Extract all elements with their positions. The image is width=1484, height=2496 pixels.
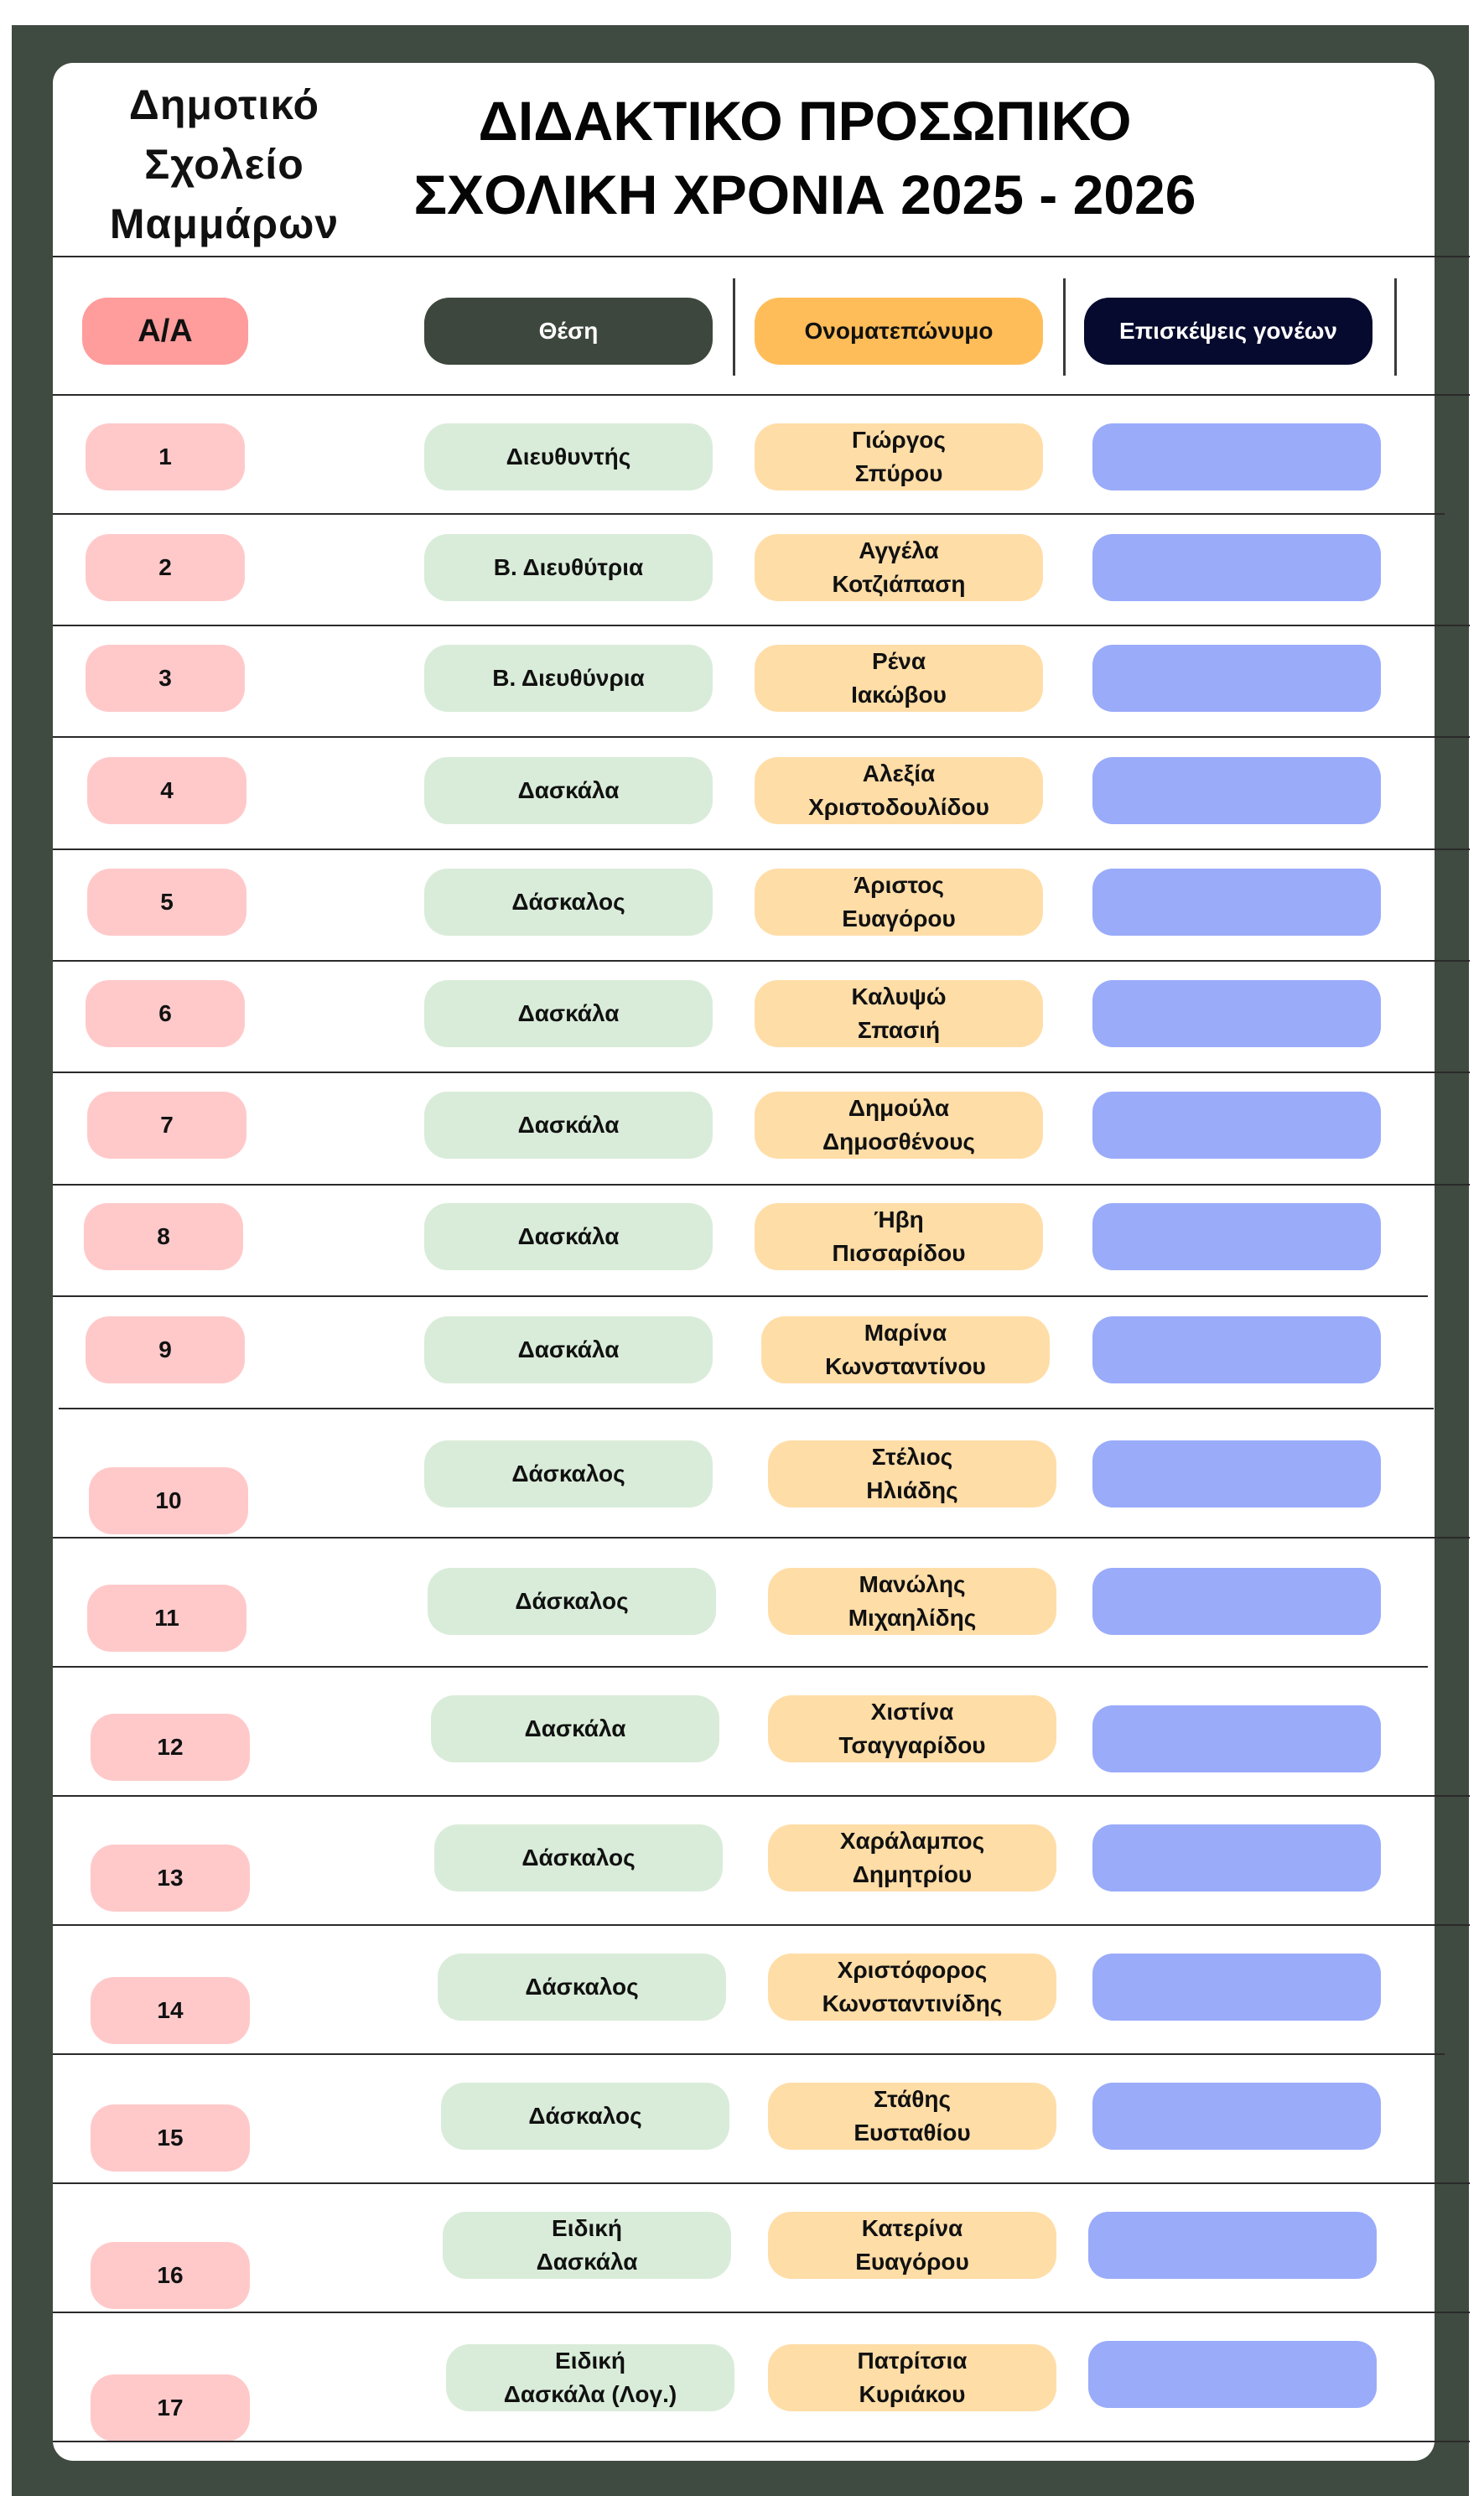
row-last-name: Σπασιή xyxy=(857,1017,941,1043)
row-visits-field[interactable] xyxy=(1092,757,1381,824)
row-last-name: Σπύρου xyxy=(854,460,943,486)
row-number-label: 17 xyxy=(157,2395,184,2421)
column-divider xyxy=(733,278,735,376)
row-first-name: Μαρίνα xyxy=(864,1320,947,1346)
row-visits-field[interactable] xyxy=(1092,534,1381,601)
row-first-name: Αλεξία xyxy=(862,760,936,786)
row-name xyxy=(755,423,1043,490)
row-first-name: Χαράλαμπος xyxy=(839,1828,985,1854)
title-line: ΔΙΔΑΚΤΙΚΟ ΠΡΟΣΩΠΙΚΟ xyxy=(478,90,1132,152)
row-position-label: Δασκάλα xyxy=(524,1715,626,1741)
divider xyxy=(59,1408,1434,1409)
row-visits-field[interactable] xyxy=(1092,1954,1381,2021)
row-first-name: Στάθης xyxy=(873,2086,952,2112)
row-name xyxy=(768,2212,1056,2279)
row-last-name: Ευαγόρου xyxy=(842,906,956,931)
row-first-name: Μανώλης xyxy=(859,1571,966,1597)
row-number xyxy=(87,1092,246,1159)
row-position-label: Δάσκαλος xyxy=(521,1845,636,1871)
row-position-label: Δάσκαλος xyxy=(511,889,625,915)
row-number-label: 7 xyxy=(160,1112,174,1138)
row-visits-field[interactable] xyxy=(1092,1705,1381,1772)
row-name xyxy=(761,1316,1050,1383)
row-visits-field[interactable] xyxy=(1088,2212,1377,2279)
row-visits-field[interactable] xyxy=(1092,1203,1381,1270)
divider xyxy=(53,256,1470,257)
row-name xyxy=(755,1092,1043,1159)
row-visits-field[interactable] xyxy=(1092,980,1381,1047)
school-name-line: Σχολείο xyxy=(144,141,304,188)
row-position xyxy=(424,645,713,712)
divider xyxy=(53,1666,1428,1668)
row-position xyxy=(438,1954,726,2021)
row-position xyxy=(424,423,713,490)
header-name xyxy=(755,298,1043,365)
row-position-label: Δάσκαλος xyxy=(528,2103,642,2129)
header-position xyxy=(424,298,713,365)
header-number xyxy=(82,298,248,365)
row-visits-field[interactable] xyxy=(1092,423,1381,490)
row-position xyxy=(441,2083,729,2150)
row-number xyxy=(86,645,245,712)
row-position xyxy=(424,757,713,824)
row-visits-field[interactable] xyxy=(1092,1568,1381,1635)
row-number xyxy=(87,869,246,936)
row-name xyxy=(768,1695,1056,1762)
row-number-label: 10 xyxy=(155,1487,182,1513)
row-position xyxy=(443,2212,731,2279)
row-number xyxy=(91,1977,250,2044)
row-position-label: Β. Διευθύνρια xyxy=(492,665,645,691)
row-number xyxy=(91,1714,250,1781)
row-position-label: Β. Διευθύτρια xyxy=(493,554,644,580)
row-number-label: 9 xyxy=(158,1336,172,1362)
row-first-name: Άριστος xyxy=(854,872,944,898)
row-number-label: 1 xyxy=(158,444,172,470)
row-number-label: 4 xyxy=(160,777,174,803)
row-first-name: Στέλιος xyxy=(871,1444,953,1470)
row-visits-field[interactable] xyxy=(1092,1824,1381,1891)
row-number-label: 12 xyxy=(157,1734,184,1760)
row-name xyxy=(755,1203,1043,1270)
row-name xyxy=(768,1824,1056,1891)
row-position-label: Ειδική xyxy=(555,2348,625,2374)
header-name-label: Ονοματεπώνυμο xyxy=(804,318,994,344)
row-name xyxy=(768,1954,1056,2021)
right-edge xyxy=(1469,0,1484,2496)
row-name xyxy=(755,757,1043,824)
school-name xyxy=(84,75,365,254)
row-name xyxy=(768,1440,1056,1507)
header-position-label: Θέση xyxy=(538,318,599,344)
row-position xyxy=(446,2344,734,2411)
divider xyxy=(53,1295,1428,1297)
page-title xyxy=(402,84,1207,231)
row-position-label: Δασκάλα xyxy=(517,777,620,803)
row-first-name: Δημούλα xyxy=(848,1095,950,1121)
divider xyxy=(53,960,1470,962)
row-name xyxy=(768,2344,1056,2411)
row-number-label: 11 xyxy=(154,1605,179,1631)
row-position-label: Δασκάλα (Λογ.) xyxy=(503,2381,677,2407)
row-position xyxy=(424,980,713,1047)
row-last-name: Δημοσθένους xyxy=(822,1129,975,1155)
row-number xyxy=(86,980,245,1047)
row-first-name: Γιώργος xyxy=(852,427,946,453)
row-name xyxy=(755,869,1043,936)
row-number xyxy=(86,1316,245,1383)
row-position xyxy=(424,534,713,601)
row-last-name: Κοτζιάπαση xyxy=(832,571,966,597)
row-number-label: 8 xyxy=(157,1223,170,1249)
row-visits-field[interactable] xyxy=(1088,2341,1377,2408)
top-edge xyxy=(0,0,1484,25)
row-position xyxy=(424,1316,713,1383)
column-divider xyxy=(1394,278,1397,376)
row-name xyxy=(768,1568,1056,1635)
row-first-name: Ήβη xyxy=(874,1206,924,1232)
row-visits-field[interactable] xyxy=(1092,1092,1381,1159)
row-number-label: 3 xyxy=(158,665,172,691)
row-first-name: Καλυψώ xyxy=(851,983,947,1009)
row-position-label: Δάσκαλος xyxy=(525,1974,639,2000)
row-visits-field[interactable] xyxy=(1092,1440,1381,1507)
row-number-label: 15 xyxy=(157,2125,184,2151)
header-visits-label: Επισκέψεις γονέων xyxy=(1119,318,1337,344)
divider xyxy=(53,1537,1470,1539)
divider xyxy=(53,1924,1470,1926)
row-position xyxy=(431,1695,719,1762)
row-position xyxy=(424,1092,713,1159)
row-position-label: Δάσκαλος xyxy=(511,1461,625,1487)
row-name xyxy=(755,980,1043,1047)
school-name-line: Μαμμάρων xyxy=(109,200,340,247)
row-name xyxy=(768,2083,1056,2150)
row-last-name: Μιχαηλίδης xyxy=(848,1605,977,1631)
row-last-name: Χριστοδουλίδου xyxy=(808,794,989,820)
row-last-name: Κυριάκου xyxy=(859,2381,966,2407)
row-position-label: Δασκάλα xyxy=(517,1336,620,1362)
row-first-name: Αγγέλα xyxy=(859,537,939,563)
row-number xyxy=(91,2242,250,2309)
column-divider xyxy=(1063,278,1066,376)
row-number-label: 6 xyxy=(158,1000,172,1026)
row-visits-field[interactable] xyxy=(1092,645,1381,712)
row-position-label: Ειδική xyxy=(552,2215,622,2241)
row-number xyxy=(86,423,245,490)
row-last-name: Ευαγόρου xyxy=(855,2249,969,2275)
divider xyxy=(53,736,1470,738)
row-position xyxy=(424,1203,713,1270)
row-last-name: Τσαγγαρίδου xyxy=(838,1732,986,1758)
row-number-label: 16 xyxy=(157,2262,184,2288)
row-position-label: Δασκάλα xyxy=(517,1000,620,1026)
row-name xyxy=(755,534,1043,601)
row-number xyxy=(86,534,245,601)
row-number xyxy=(89,1467,248,1534)
divider xyxy=(53,1795,1470,1797)
row-position xyxy=(424,869,713,936)
row-position-label: Διευθυντής xyxy=(506,444,631,470)
row-position xyxy=(424,1440,713,1507)
row-last-name: Κωνσταντινίδης xyxy=(822,1990,1003,2016)
row-first-name: Κατερίνα xyxy=(861,2215,963,2241)
row-number-label: 13 xyxy=(157,1865,184,1891)
row-number-label: 5 xyxy=(160,889,174,915)
header-number-label: Α/Α xyxy=(138,313,193,349)
row-last-name: Ηλιάδης xyxy=(866,1477,958,1503)
row-position-label: Δασκάλα xyxy=(517,1223,620,1249)
divider xyxy=(53,2182,1470,2184)
row-number xyxy=(91,1845,250,1912)
row-first-name: Χριστόφορος xyxy=(837,1957,988,1983)
row-position xyxy=(428,1568,716,1635)
row-number xyxy=(87,1585,246,1652)
divider xyxy=(53,625,1470,626)
row-visits-field[interactable] xyxy=(1092,2083,1381,2150)
row-number xyxy=(91,2374,250,2442)
row-number-label: 2 xyxy=(158,554,172,580)
row-position-label: Δασκάλα xyxy=(536,2249,638,2275)
row-visits-field[interactable] xyxy=(1092,869,1381,936)
row-number xyxy=(91,2104,250,2172)
row-first-name: Ρένα xyxy=(871,648,926,674)
row-last-name: Πισσαρίδου xyxy=(832,1240,966,1266)
divider xyxy=(53,394,1470,396)
row-number-label: 14 xyxy=(157,1997,184,2023)
left-edge xyxy=(0,0,12,2496)
divider xyxy=(53,1072,1470,1073)
school-name-line: Δημοτικό xyxy=(128,81,320,128)
row-first-name: Χιστίνα xyxy=(870,1699,954,1725)
title-line: ΣΧΟΛΙΚΗ ΧΡΟΝΙΑ 2025 - 2026 xyxy=(413,163,1196,226)
divider xyxy=(53,2441,1470,2442)
row-last-name: Κωνσταντίνου xyxy=(825,1353,986,1379)
divider xyxy=(53,1184,1470,1186)
row-last-name: Δημητρίου xyxy=(852,1861,973,1887)
divider xyxy=(53,848,1470,850)
header-visits xyxy=(1084,298,1372,365)
divider xyxy=(53,2312,1470,2313)
divider xyxy=(53,513,1445,515)
row-visits-field[interactable] xyxy=(1092,1316,1381,1383)
row-last-name: Ευσταθίου xyxy=(854,2120,971,2146)
row-position-label: Δασκάλα xyxy=(517,1112,620,1138)
row-position xyxy=(434,1824,723,1891)
row-name xyxy=(755,645,1043,712)
row-number xyxy=(84,1203,243,1270)
row-first-name: Πατρίτσια xyxy=(857,2348,968,2374)
row-last-name: Ιακώβου xyxy=(851,682,947,708)
divider xyxy=(53,2053,1445,2055)
row-number xyxy=(87,757,246,824)
row-position-label: Δάσκαλος xyxy=(515,1588,629,1614)
